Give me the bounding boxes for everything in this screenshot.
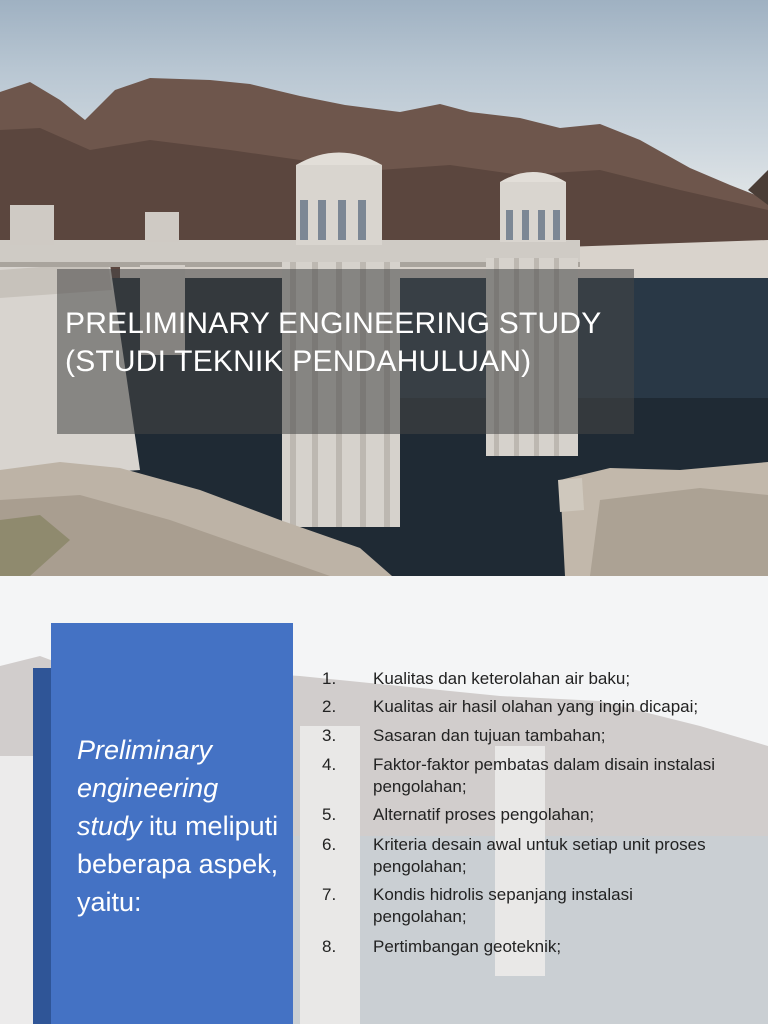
intro-text [77, 731, 282, 921]
list-item: 1. Kualitas dan keterolahan air baku; [322, 669, 631, 688]
list-item: 3. Sasaran dan tujuan tambahan; [322, 726, 606, 745]
list-item: 4. Faktor-faktor pembatas dalam disain instalasi pengolahan; [322, 755, 716, 796]
list-item: 8. Pertimbangan geoteknik; [322, 937, 562, 956]
aspect-list [296, 668, 756, 958]
intro-rest: itu meliputi beberapa aspek, yaitu: [77, 811, 279, 917]
list-item: 7. Kondis hidrolis sepanjang instalasi pengolahan; [322, 885, 633, 926]
title-line-2: (STUDI TEKNIK PENDAHULUAN) [65, 345, 532, 378]
slide-title-text [65, 305, 625, 381]
list-item: 6. Kriteria desain awal untuk setiap unit proses pengolahan; [322, 835, 706, 876]
title-line-1: PRELIMINARY ENGINEERING STUDY [65, 307, 602, 340]
panel-accent-bar [33, 668, 51, 1024]
intro-italic: Preliminary engineering study [77, 735, 219, 841]
list-item: 5. Alternatif proses pengolahan; [322, 805, 595, 824]
slide-content [0, 576, 768, 1024]
list-item: 2. Kualitas air hasil olahan yang ingin dicapai; [322, 697, 699, 716]
